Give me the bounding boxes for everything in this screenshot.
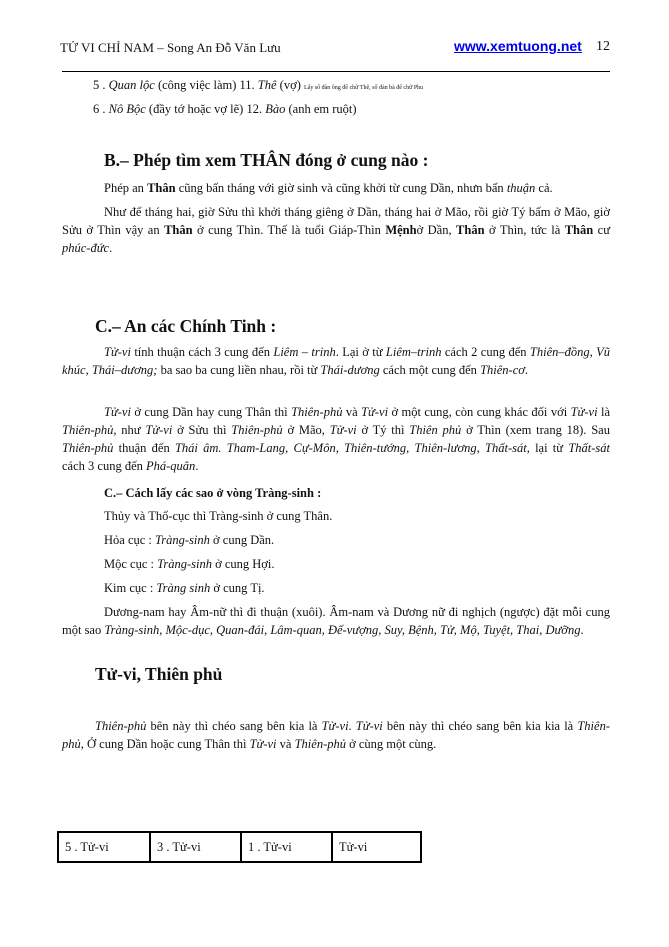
text: ở Thìn (xem trang 18). Sau bbox=[461, 423, 610, 437]
italic-term: thuận bbox=[506, 181, 536, 195]
text: ở Mão, bbox=[282, 423, 330, 437]
list-item-no-boc bbox=[93, 102, 357, 117]
italic-term: Thiên-phủ bbox=[95, 719, 147, 733]
tu-vi-heading: Tử-vi, Thiên phủ bbox=[95, 664, 223, 684]
text: cũng bấn tháng với giờ sinh và cũng khởi từ cung Dần, nhưn bấn bbox=[175, 181, 507, 195]
italic-term: Tử-vi bbox=[355, 719, 383, 733]
item-desc: (anh em ruột) bbox=[285, 102, 357, 116]
text: . bbox=[524, 363, 529, 377]
text: Mộc cục : bbox=[104, 557, 158, 571]
italic-term: Tràng-sinh, Mộc-dục, Quan-đái, Lâm-quan, Đế-vượng, Suy, Bệnh, Tử, Mộ, Tuyệt, Thai, Dưỡng bbox=[104, 623, 581, 637]
italic-term: Tràng sinh bbox=[156, 581, 211, 595]
table-cell: Tử-vi bbox=[332, 832, 421, 862]
text: và bbox=[342, 405, 362, 419]
list-item-quan-loc bbox=[93, 78, 423, 93]
text: Dương-nam hay Âm-nữ thì đi thuận (xuôi). Âm-nam và Dương nữ đi nghịch (ngược) đặt mỗi cung một sao bbox=[62, 605, 610, 637]
section-b-paragraph-1 bbox=[62, 179, 610, 197]
bold-term: Thân bbox=[564, 223, 594, 237]
text: cách 2 cung đến bbox=[441, 345, 530, 359]
text: ở Sửu thì bbox=[172, 423, 232, 437]
text: ở một cung, còn cung khác đối với bbox=[388, 405, 571, 419]
text: ở cung Dần. bbox=[209, 533, 275, 547]
italic-term: Thiên-phủ bbox=[62, 719, 610, 751]
text: , Ở cung Dần hoặc cung Thân thì bbox=[80, 737, 250, 751]
section-b-heading: B.– Phép tìm xem THÂN đóng ở cung nào : bbox=[104, 150, 429, 170]
text: bên này thì chéo sang bên kia là bbox=[146, 719, 322, 733]
trang-sinh-heading: C.– Cách lấy các sao ở vòng Tràng-sinh : bbox=[104, 486, 322, 500]
italic-term: Thiên-phủ bbox=[294, 737, 346, 751]
italic-term: Tử-vi bbox=[361, 405, 389, 419]
italic-term: Thái âm. Tham-Lang, Cự-Môn, Thiên-tướng, Thiên-lương, Thất-sát bbox=[174, 441, 527, 455]
italic-term: Liêm – trinh bbox=[273, 345, 336, 359]
section-c-paragraph-2 bbox=[62, 403, 610, 475]
italic-term: Tử-vi bbox=[104, 405, 131, 419]
header-title: TỬ VI CHỈ NAM – Song An Đỗ Văn Lưu bbox=[60, 40, 281, 55]
tu-vi-table bbox=[57, 831, 422, 863]
page-header bbox=[60, 40, 610, 60]
table-cell: 3 . Tử-vi bbox=[150, 832, 241, 862]
italic-term: Tử-vi bbox=[104, 345, 131, 359]
text: và bbox=[276, 737, 295, 751]
trang-sinh-line-4 bbox=[104, 581, 265, 596]
bold-term: Thân bbox=[147, 181, 176, 195]
header-divider bbox=[62, 71, 610, 72]
section-b-paragraph-2 bbox=[62, 203, 610, 257]
item-number: 6 . bbox=[93, 102, 109, 116]
text: Hỏa cục : bbox=[104, 533, 156, 547]
italic-term: Tử-vi bbox=[249, 737, 277, 751]
text: ở Thìn, tức là bbox=[484, 223, 565, 237]
italic-term: Thiên-phủ bbox=[62, 423, 114, 437]
text: . bbox=[348, 719, 356, 733]
italic-term: Thiên-phủ bbox=[291, 405, 343, 419]
table-cell: 5 . Tử-vi bbox=[58, 832, 150, 862]
item-name: Quan lộc bbox=[108, 78, 155, 92]
italic-term: Thiên-phủ bbox=[62, 441, 114, 455]
text: thuận đến bbox=[113, 441, 175, 455]
italic-term: Thiên–đồng, Vũ khúc, Thái–dương; bbox=[62, 345, 611, 377]
italic-term: Tử-vi bbox=[321, 719, 349, 733]
text: ở Dần, bbox=[416, 223, 457, 237]
italic-term: Tử-vi bbox=[145, 423, 173, 437]
bold-term: Thân bbox=[164, 223, 193, 237]
text: Kim cục : bbox=[104, 581, 157, 595]
italic-term: Thất-sát bbox=[568, 441, 610, 455]
item-note: Lấy số đàn ông để chữ Thê, số đàn bà để chữ Phu bbox=[303, 85, 424, 91]
text: ba sao ba cung liền nhau, rồi từ bbox=[157, 363, 321, 377]
text: ở Tý thì bbox=[356, 423, 410, 437]
text: cả. bbox=[535, 181, 553, 195]
tu-vi-paragraph bbox=[62, 717, 610, 753]
italic-term: Phá-quân bbox=[146, 459, 196, 473]
text: bên này thì chéo sang bên kia kia là bbox=[382, 719, 578, 733]
text: cư bbox=[593, 223, 610, 237]
text: ở cung Thìn. Thế là tuổi Giáp-Thìn bbox=[192, 223, 386, 237]
text: Như để tháng hai, giờ Sửu thì khởi tháng giêng ở Dần, tháng hai ở Mão, rồi giờ Tý bấm ở Mão, giờ Sửu ở Thìn vậy an bbox=[62, 205, 610, 237]
trang-sinh-paragraph bbox=[62, 603, 610, 639]
item-name: Bào bbox=[265, 102, 286, 116]
italic-term: Liêm–trinh bbox=[385, 345, 442, 359]
italic-term: Thiên phủ bbox=[409, 423, 462, 437]
bold-term: Mệnh bbox=[385, 223, 417, 237]
italic-term: Tràng-sinh bbox=[157, 557, 212, 571]
italic-term: Thiên-phủ bbox=[231, 423, 283, 437]
section-c-paragraph-1 bbox=[62, 343, 610, 379]
text: . Lại ở từ bbox=[335, 345, 386, 359]
italic-term: Thiên-cơ bbox=[480, 363, 525, 377]
table-cell: 1 . Tử-vi bbox=[241, 832, 332, 862]
text: là bbox=[597, 405, 610, 419]
page-number: 12 bbox=[596, 39, 610, 54]
text: cách 3 cung đến bbox=[62, 459, 146, 473]
table-row bbox=[58, 832, 421, 862]
website-link[interactable]: www.xemtuong.net bbox=[454, 38, 582, 54]
italic-term: Thái-dương bbox=[320, 363, 380, 377]
text: , lại từ bbox=[526, 441, 569, 455]
text: ở cùng một cùng. bbox=[345, 737, 437, 751]
text: , như bbox=[113, 423, 146, 437]
text: . bbox=[109, 241, 113, 255]
text: . bbox=[195, 459, 199, 473]
text: . bbox=[580, 623, 584, 637]
text: ở cung Tị. bbox=[210, 581, 265, 595]
trang-sinh-line-1: Thủy và Thổ-cục thì Tràng-sinh ở cung Thân. bbox=[104, 509, 333, 523]
text: ở cung Dần hay cung Thân thì bbox=[130, 405, 292, 419]
trang-sinh-line-2 bbox=[104, 533, 274, 548]
italic-term: Tử-vi bbox=[570, 405, 598, 419]
text: ở cung Hợi. bbox=[212, 557, 275, 571]
item-desc: (công việc làm) 11. bbox=[154, 78, 258, 92]
text: cách một cung đến bbox=[379, 363, 481, 377]
italic-term: Tử-vi bbox=[329, 423, 357, 437]
item-name: Nô Bộc bbox=[108, 102, 146, 116]
italic-term: phúc-đức bbox=[62, 241, 110, 255]
text: Phép an bbox=[104, 181, 148, 195]
section-c-heading: C.– An các Chính Tinh : bbox=[95, 316, 277, 336]
text: tính thuận cách 3 cung đến bbox=[130, 345, 274, 359]
item-desc: (đầy tớ hoặc vợ lẽ) 12. bbox=[145, 102, 266, 116]
item-number: 5 . bbox=[93, 78, 109, 92]
trang-sinh-line-3 bbox=[104, 557, 275, 572]
item-name: Thê bbox=[257, 78, 277, 92]
italic-term: Tràng-sinh bbox=[155, 533, 210, 547]
item-desc: (vợ) bbox=[276, 78, 304, 92]
bold-term: Thân bbox=[456, 223, 485, 237]
